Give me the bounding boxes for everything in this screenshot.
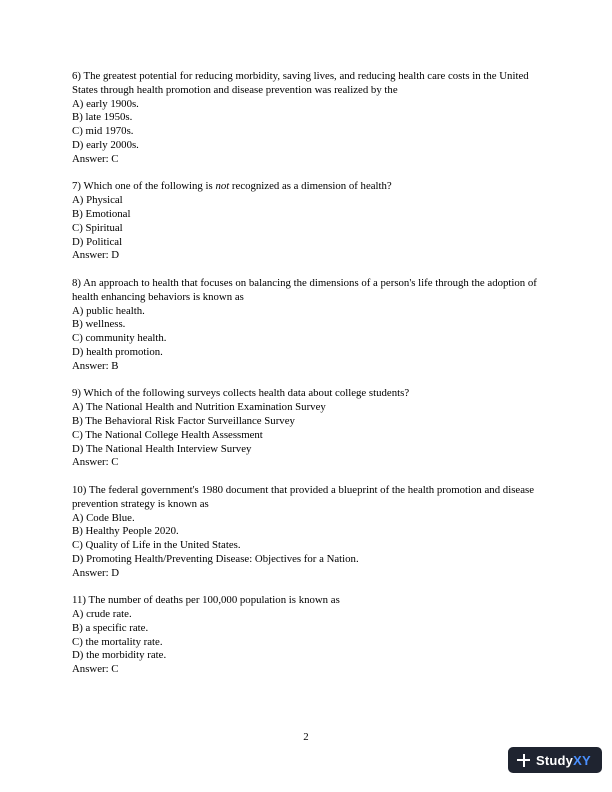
option-a: A) Code Blue. xyxy=(72,511,135,524)
option-b: B) a specific rate. xyxy=(72,621,149,634)
question-7 xyxy=(72,180,542,263)
option-d: D) The National Health Interview Survey xyxy=(72,442,252,455)
question-text: 8) An approach to health that focuses on balancing the dimensions of a person's life through the adoption of health enhancing behaviors is known as xyxy=(72,276,537,303)
question-11 xyxy=(72,594,542,677)
badge-brand xyxy=(536,753,591,768)
option-b: B) Healthy People 2020. xyxy=(72,525,179,538)
question-text-after: recognized as a dimension of health? xyxy=(229,180,392,193)
option-d: D) Political xyxy=(72,235,123,248)
page-number: 2 xyxy=(303,731,309,743)
option-c: C) mid 1970s. xyxy=(72,125,134,138)
question-text: 6) The greatest potential for reducing morbidity, saving lives, and reducing health care costs in the United States through health promotion and disease prevention was realized by the xyxy=(72,70,529,96)
plus-icon xyxy=(517,754,530,767)
option-a: A) The National Health and Nutrition Examination Survey xyxy=(72,401,326,414)
badge-brand-main: Study xyxy=(536,752,574,768)
question-6 xyxy=(72,70,542,167)
document-page xyxy=(72,70,542,691)
question-text: 11) The number of deaths per 100,000 population is known as xyxy=(72,594,340,607)
question-8 xyxy=(72,277,542,374)
question-10 xyxy=(72,484,542,581)
question-text-before: 7) Which one of the following is xyxy=(72,180,216,193)
option-a: A) early 1900s. xyxy=(72,97,139,110)
question-text: 10) The federal government's 1980 document that provided a blueprint of the health promotion and disease prevention strategy is known as xyxy=(72,483,534,510)
answer: Answer: B xyxy=(72,359,119,372)
answer: Answer: C xyxy=(72,663,119,676)
option-d: D) Promoting Health/Preventing Disease: Objectives for a Nation. xyxy=(72,552,359,565)
option-c: C) the mortality rate. xyxy=(72,635,163,648)
studyxy-badge[interactable] xyxy=(508,747,602,773)
option-c: C) Quality of Life in the United States. xyxy=(72,539,241,552)
option-d: D) health promotion. xyxy=(72,345,163,358)
badge-brand-accent: XY xyxy=(573,752,591,768)
option-b: B) Emotional xyxy=(72,207,131,220)
answer: Answer: D xyxy=(72,566,120,579)
question-text: 9) Which of the following surveys collects health data about college students? xyxy=(72,387,410,400)
option-c: C) The National College Health Assessment xyxy=(72,428,263,441)
option-a: A) crude rate. xyxy=(72,608,132,621)
option-c: C) Spiritual xyxy=(72,221,123,234)
question-text xyxy=(72,180,542,194)
question-9 xyxy=(72,387,542,470)
option-b: B) late 1950s. xyxy=(72,111,133,124)
answer: Answer: C xyxy=(72,456,119,469)
option-d: D) early 2000s. xyxy=(72,138,139,151)
answer: Answer: C xyxy=(72,152,119,165)
answer: Answer: D xyxy=(72,249,120,262)
option-c: C) community health. xyxy=(72,332,167,345)
option-b: B) The Behavioral Risk Factor Surveillance Survey xyxy=(72,414,295,427)
option-d: D) the morbidity rate. xyxy=(72,649,167,662)
option-a: A) Physical xyxy=(72,194,123,207)
option-b: B) wellness. xyxy=(72,318,126,331)
option-a: A) public health. xyxy=(72,304,145,317)
question-text-emphasis: not xyxy=(215,180,230,193)
